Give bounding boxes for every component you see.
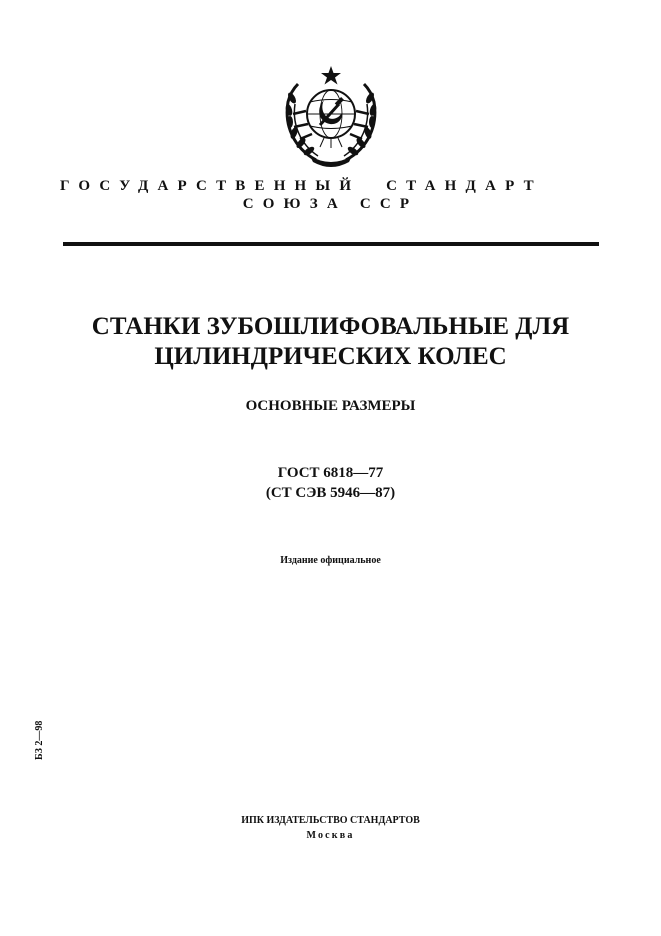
document-title [0, 312, 661, 372]
side-code: БЗ 2—98 [34, 720, 45, 760]
header-ussr: СОЮЗА ССР [242, 196, 419, 212]
ussr-coat-of-arms-icon [280, 64, 382, 168]
publisher-block [0, 813, 661, 843]
gost-number: ГОСТ 6818—77 [277, 465, 384, 481]
title-line-1: СТАНКИ ЗУБОШЛИФОВАЛЬНЫЕ ДЛЯ [91, 313, 570, 340]
standard-designation [0, 463, 661, 503]
publisher-city: Москва [306, 830, 355, 841]
cmea-number: (СТ СЭВ 5946—87) [265, 485, 396, 501]
edition-note: Издание официальное [280, 555, 381, 566]
publisher-name: ИПК ИЗДАТЕЛЬСТВО СТАНДАРТОВ [241, 815, 420, 826]
header-state-standard: ГОСУДАРСТВЕННЫЙ СТАНДАРТ [60, 178, 543, 194]
document-subtitle: ОСНОВНЫЕ РАЗМЕРЫ [245, 398, 416, 414]
title-line-2: ЦИЛИНДРИЧЕСКИХ КОЛЕС [154, 343, 507, 370]
header-divider [63, 242, 599, 246]
